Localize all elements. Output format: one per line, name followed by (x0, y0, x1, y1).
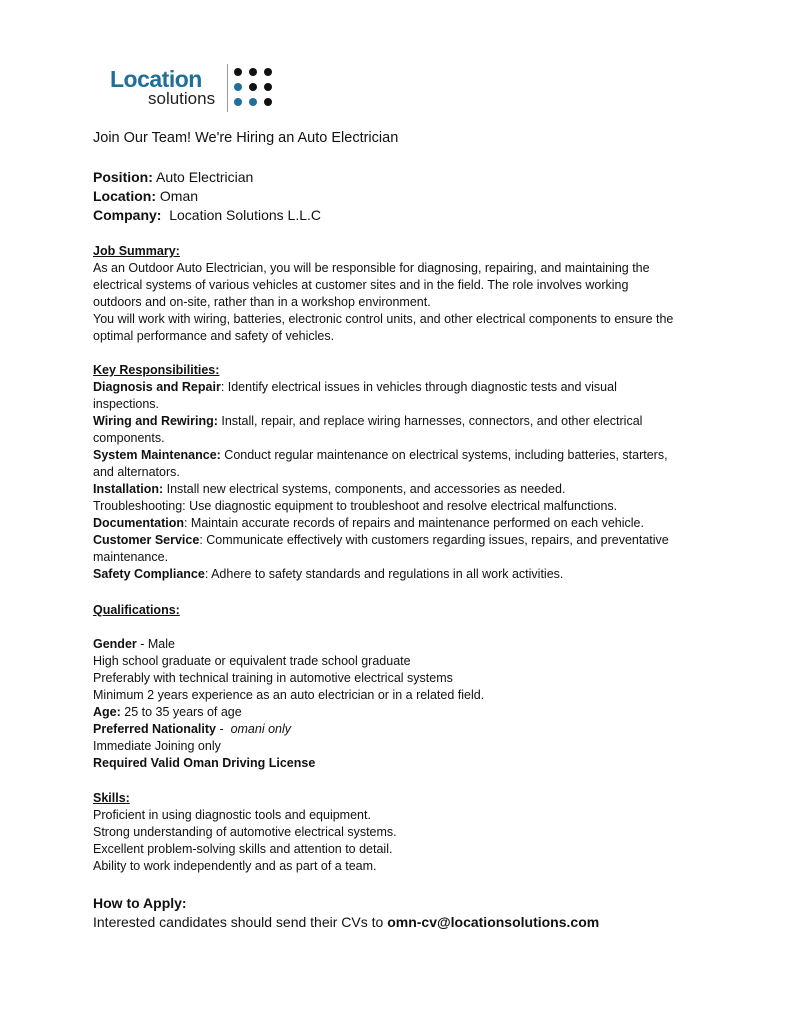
qualification-line: High school graduate or equivalent trade school graduate (93, 654, 411, 668)
skill-item: Ability to work independently and as part of a team. (93, 859, 377, 873)
skills-title: Skills: (93, 791, 130, 805)
responsibility-label: Safety Compliance (93, 567, 205, 581)
job-summary-line: outdoors and on-site, rather than in a workshop environment. (93, 295, 431, 309)
company-logo (110, 62, 280, 114)
responsibility-item: Troubleshooting: Use diagnostic equipment to troubleshoot and resolve electrical malfunctions. (93, 499, 618, 513)
qualification-age: Age: 25 to 35 years of age (93, 705, 242, 719)
skill-item: Strong understanding of automotive electrical systems. (93, 825, 397, 839)
qualifications-title: Qualifications: (93, 603, 180, 617)
how-to-apply-text: Interested candidates should send their CVs to omn-cv@locationsolutions.com (93, 914, 600, 930)
company-value: Location Solutions L.L.C (169, 207, 321, 223)
position-field (93, 168, 253, 187)
responsibility-label: Diagnosis and Repair (93, 380, 221, 394)
location-field (93, 187, 198, 206)
responsibility-item: Wiring and Rewiring: Install, repair, and replace wiring harnesses, connectors, and other electrical components. (93, 414, 643, 445)
logo-dot (234, 68, 242, 76)
responsibilities-list (93, 379, 703, 583)
logo-dot (249, 83, 257, 91)
responsibility-item: Installation: Install new electrical systems, components, and accessories as needed. (93, 482, 566, 496)
company-label: Company: (93, 207, 162, 223)
responsibility-item: Diagnosis and Repair: Identify electrical issues in vehicles through diagnostic tests and visual inspections. (93, 380, 617, 411)
skill-item: Proficient in using diagnostic tools and equipment. (93, 808, 371, 822)
responsibility-item: System Maintenance: Conduct regular maintenance on electrical systems, including batteries, starters, and alternators. (93, 448, 668, 479)
responsibility-item: Customer Service: Communicate effectively with customers regarding issues, repairs, and preventative maintenance. (93, 533, 669, 564)
key-responsibilities-title: Key Responsibilities: (93, 363, 220, 377)
qualification-line: Minimum 2 years experience as an auto electrician or in a related field. (93, 688, 485, 702)
location-value: Oman (159, 188, 199, 204)
company-field (93, 206, 321, 225)
skills-list (93, 807, 703, 875)
qualification-line: Preferably with technical training in automotive electrical systems (93, 671, 453, 685)
logo-dot (264, 68, 272, 76)
job-summary-line: You will work with wiring, batteries, electronic control units, and other electrical components to ensure the (93, 312, 674, 326)
location-label: Location: (93, 188, 156, 204)
logo-text-location: Location (110, 66, 202, 92)
logo-dot (234, 98, 242, 106)
position-label: Position: (93, 169, 153, 185)
logo-dot (249, 68, 257, 76)
responsibility-label: Installation: (93, 482, 164, 496)
logo-dot (234, 83, 242, 91)
qualification-license: Required Valid Oman Driving License (93, 756, 316, 770)
logo-divider (227, 64, 228, 112)
responsibility-item: Documentation: Maintain accurate records of repairs and maintenance performed on each vehicle. (93, 516, 644, 530)
responsibility-label: System Maintenance: (93, 448, 221, 462)
qualification-nationality: Preferred Nationality - omani only (93, 722, 292, 736)
responsibility-label: Customer Service (93, 533, 200, 547)
responsibility-item: Safety Compliance: Adhere to safety standards and regulations in all work activities. (93, 567, 564, 581)
headline: Join Our Team! We're Hiring an Auto Electrician (93, 130, 399, 146)
how-to-apply-title: How to Apply: (93, 895, 187, 911)
logo-text-solutions: solutions (148, 89, 216, 108)
responsibility-label: Documentation (93, 516, 184, 530)
qualification-line: Immediate Joining only (93, 739, 221, 753)
skill-item: Excellent problem-solving skills and attention to detail. (93, 842, 393, 856)
job-summary-line: optimal performance and safety of vehicles. (93, 329, 335, 343)
responsibility-label: Wiring and Rewiring: (93, 414, 218, 428)
job-summary-line: As an Outdoor Auto Electrician, you will be responsible for diagnosing, repairing, and maintaining the (93, 261, 650, 275)
job-summary-text (93, 260, 703, 345)
logo-dot (264, 83, 272, 91)
job-summary-title: Job Summary: (93, 244, 180, 258)
job-summary-line: electrical systems of various vehicles at customer sites and in the field. The role involves working (93, 278, 629, 292)
logo-dot (264, 98, 272, 106)
position-value: Auto Electrician (156, 169, 254, 185)
qualification-gender: Gender - Male (93, 637, 175, 651)
logo-dot (249, 98, 257, 106)
qualifications-list (93, 636, 703, 772)
apply-email[interactable]: omn-cv@locationsolutions.com (387, 914, 600, 930)
logo-dots-icon (234, 68, 278, 110)
